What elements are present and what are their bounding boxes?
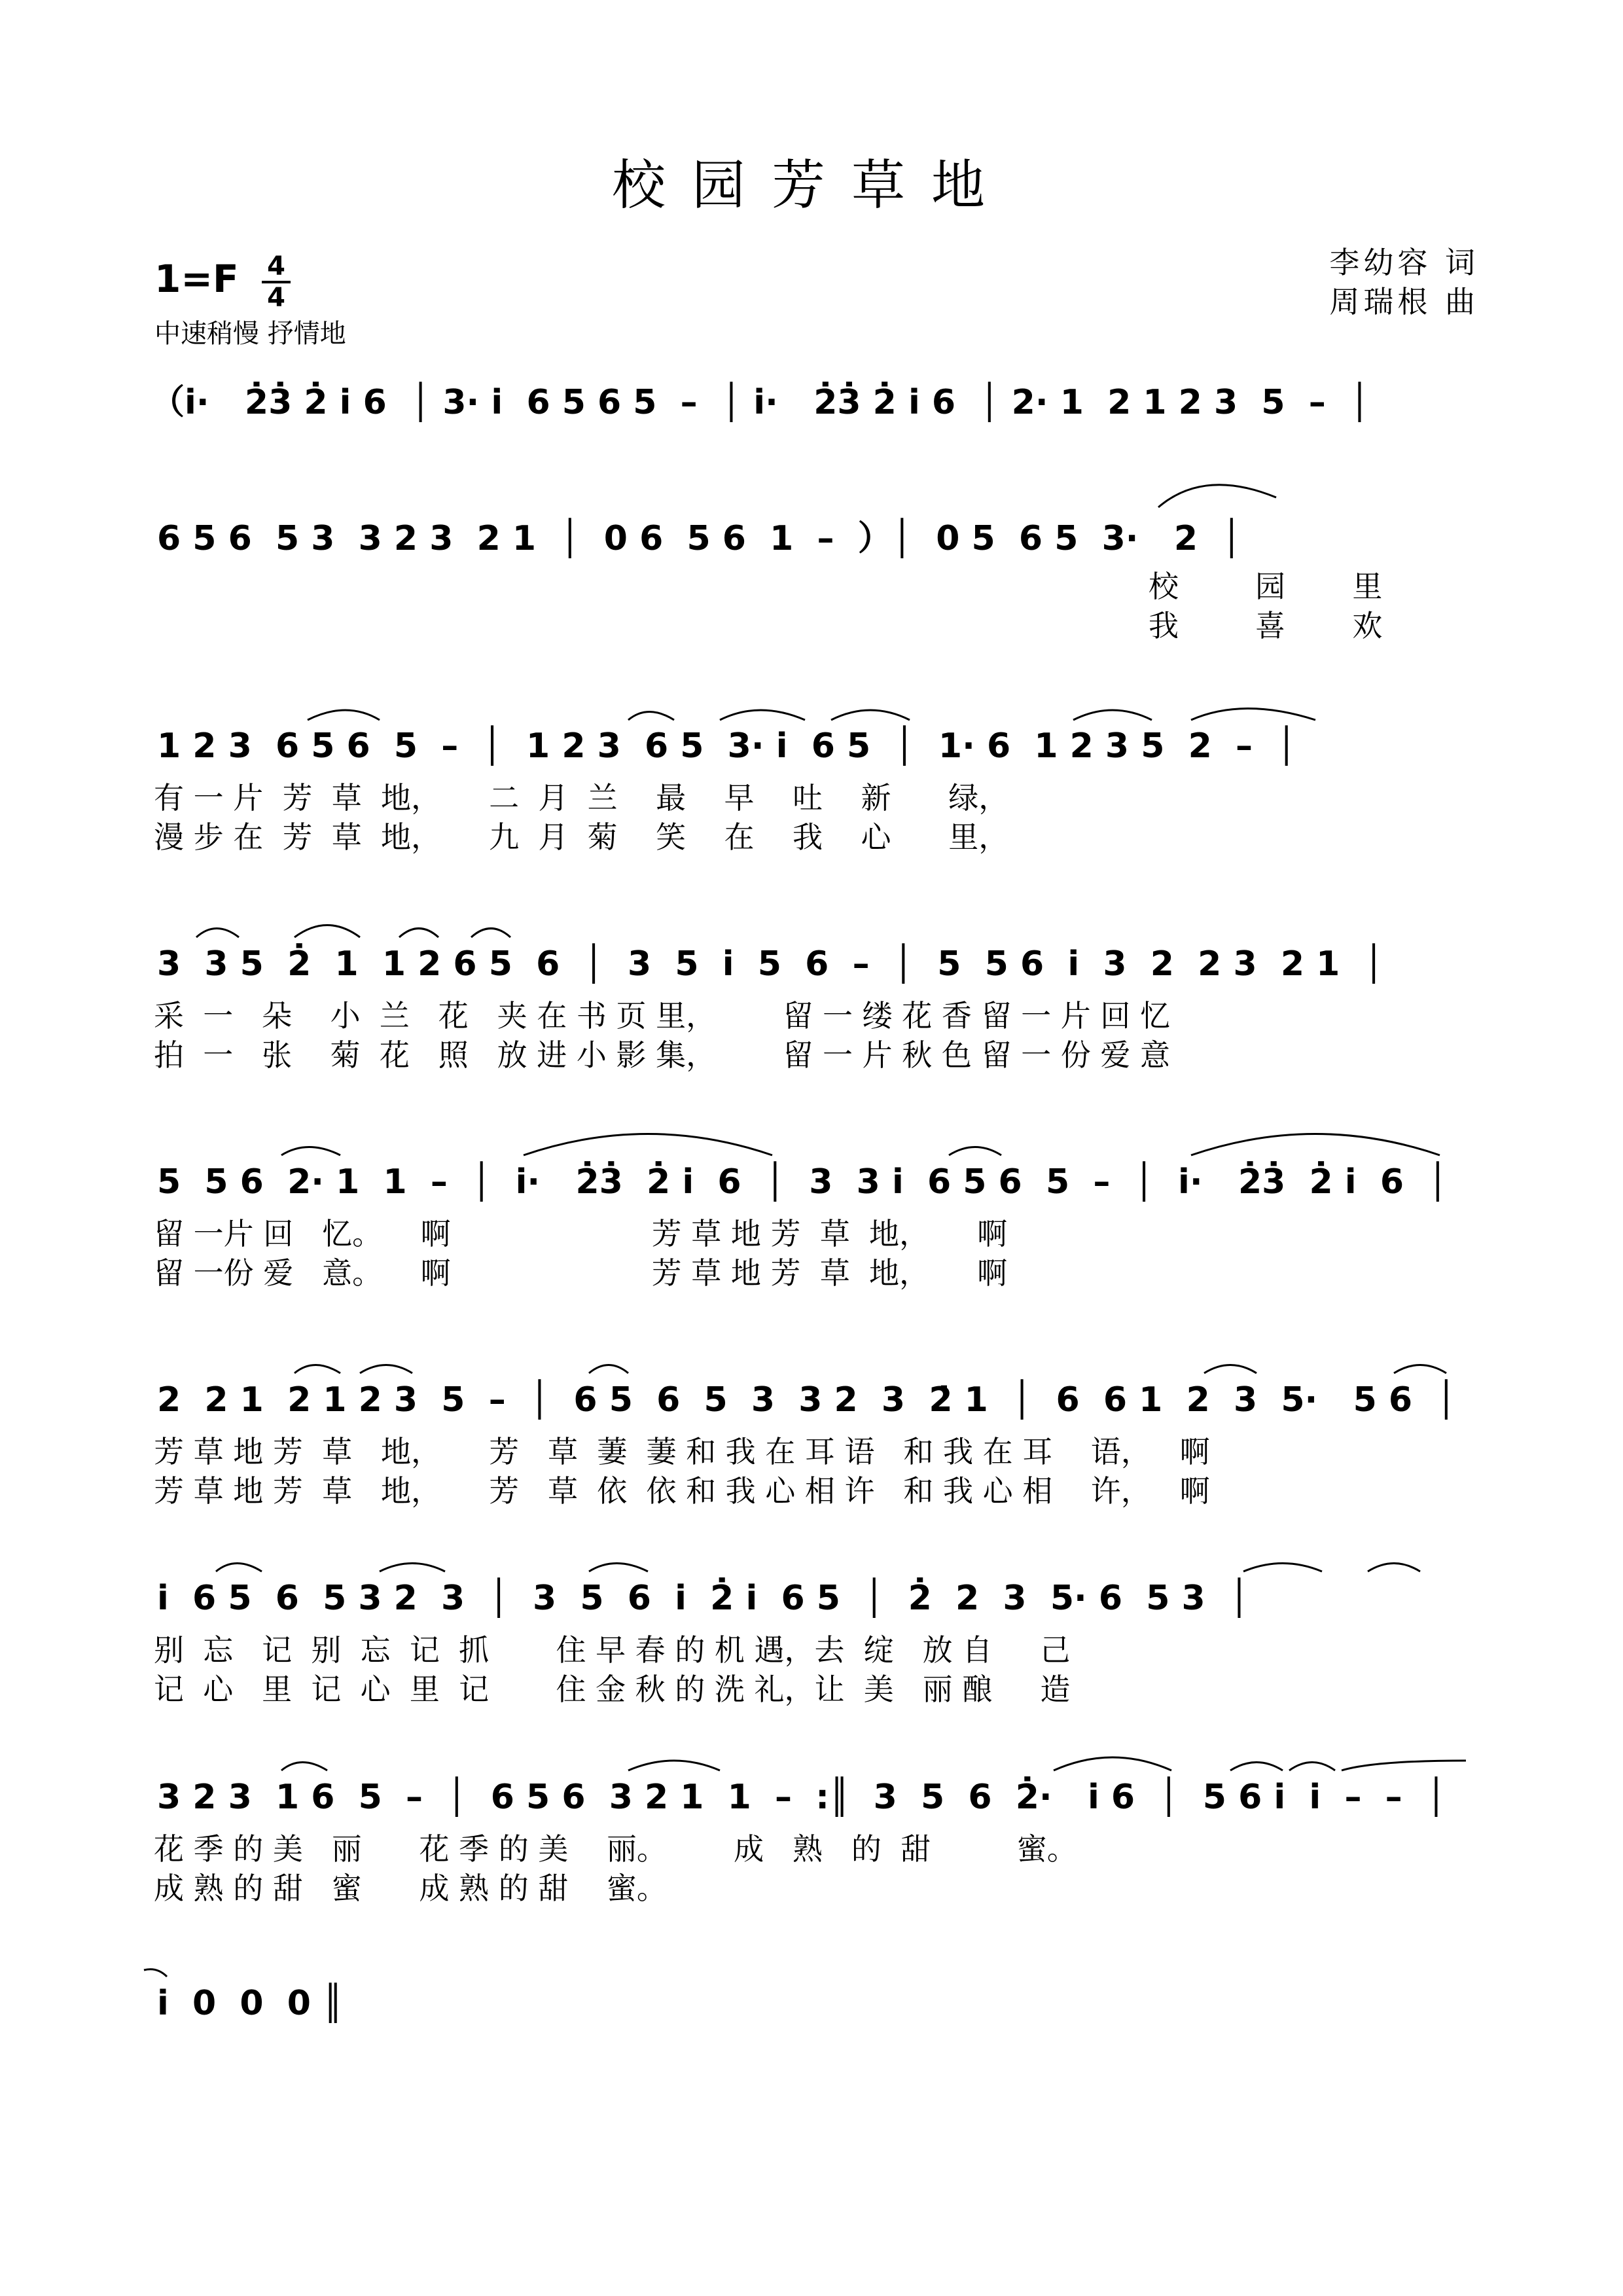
tie (1342, 1761, 1466, 1770)
composer-credit: 周瑞根 曲 (1329, 284, 1479, 319)
slur (949, 1147, 1001, 1156)
meter-top: 4 (262, 252, 291, 283)
slur (1191, 1134, 1440, 1156)
slur (1054, 1757, 1171, 1770)
slur (471, 929, 510, 938)
system-7 (154, 1564, 1420, 1708)
lyrics-verse-2: 记 心 里 记 心 里 记 住 金 秋 的 洗 礼，让 美 丽 酿 造 (154, 1672, 1071, 1707)
slur (308, 710, 380, 720)
slur (1289, 1763, 1335, 1771)
lyrics-verse-2: 芳 草 地 芳 草 地， 芳 草 依 依 和 我 心 相 许 和 我 心 相 许， 啊 (154, 1473, 1210, 1509)
lyrics-verse-1: 校 园 里 (1149, 569, 1383, 604)
meter-bottom: 4 (267, 283, 285, 313)
slur (1204, 1365, 1257, 1374)
slur (281, 1763, 327, 1771)
system-notes: 1 2 3 6 5 6 5 – │ 1 2 3 6 5 3· i 6 5 │ 1· 6 1 2 3 5 2 – │ (157, 726, 1297, 766)
lyrics-verse-2: 漫 步 在 芳 草 地， 九 月 菊 笑 在 我 心 里， (154, 819, 1009, 855)
slur (524, 1134, 772, 1156)
tempo-marking: 中速稍慢 抒情地 (154, 319, 346, 349)
lyrics-verse-1: 花 季 的 美 丽 花 季 的 美 丽。 成 熟 的 甜 蜜。 (154, 1831, 1077, 1867)
system-9 (144, 1969, 343, 2023)
slur (831, 710, 910, 720)
lyrics-verse-1: 留 一片 回 忆。 啊 芳 草 地 芳 草 地， 啊 (154, 1216, 1008, 1251)
system-1 (151, 382, 1370, 422)
slur (1243, 1564, 1322, 1572)
slur (1368, 1564, 1420, 1572)
slur (196, 929, 239, 938)
system-notes: i 6 5 6 5 3 2 3 │ 3 5 6 i 2̇ i 6 5 │ 2̇ 2 3 5· 6 5 3 │ (157, 1579, 1250, 1618)
slur (589, 1365, 628, 1374)
system-3 (154, 709, 1315, 855)
slur (360, 1365, 412, 1374)
system-notes: 5 5 6 2· 1 1 – │ i· 2̇3̇ 2̇ i 6 │ 3 3 i 6 5 6 5 – │ i· 2̇3̇ 2̇ i 6 │ (157, 1162, 1448, 1202)
key-signature: 1=F (154, 257, 239, 301)
slur (1394, 1365, 1446, 1374)
system-8 (154, 1757, 1466, 1906)
system-notes: 2 2 1 2 1 2 3 5 – │ 6 5 6 5 3 3 2 3 2̇ 1 │ 6 6 1 2 3 5· 5 6 │ (157, 1380, 1457, 1420)
system-5 (154, 1134, 1448, 1291)
slur (1230, 1763, 1283, 1771)
slur (294, 1365, 340, 1374)
slur (399, 929, 438, 938)
system-6 (154, 1365, 1457, 1509)
slur (1073, 710, 1152, 720)
system-notes: 3 3 5 2̇ 1 1 2 6 5 6 │ 3 5 i 5 6 – │ 5 5 6 i 3 2 2 3 2 1 │ (157, 944, 1384, 984)
tie (144, 1969, 167, 1977)
slur (216, 1564, 262, 1572)
lyrics-verse-1: 芳 草 地 芳 草 地， 芳 草 萋 萋 和 我 在 耳 语 和 我 在 耳 语， 啊 (154, 1434, 1210, 1469)
lyrics-verse-2: 留 一份 爱 意。 啊 芳 草 地 芳 草 地， 啊 (154, 1255, 1008, 1291)
slur (1191, 709, 1315, 721)
system-notes: 3 2 3 1 6 5 – │ 6 5 6 3 2 1 1 – :║ 3 5 6 2̇· i 6 │ 5 6 i i – – │ (157, 1778, 1447, 1817)
system-notes: i 0 0 0 ║ (157, 1984, 344, 2023)
slur (628, 712, 674, 721)
lyrics-verse-1: 有 一 片 芳 草 地， 二 月 兰 最 早 吐 新 绿， (154, 780, 1009, 816)
slur (1158, 485, 1276, 507)
lyrics-verse-2: 我 喜 欢 (1149, 608, 1383, 643)
slur (281, 1147, 340, 1156)
slur (720, 710, 805, 720)
lyrics-verse-1: 采 一 朵 小 兰 花 夹 在 书 页 里， 留 一 缕 花 香 留 一 片 回 忆 (154, 998, 1171, 1033)
slur (628, 1761, 720, 1770)
slur (294, 925, 360, 938)
lyrics-verse-2: 拍 一 张 菊 花 照 放 进 小 影 集， 留 一 片 秋 色 留 一 份 爱 意 (154, 1037, 1171, 1073)
lyrics-verse-1: 别 忘 记 别 忘 记 抓 住 早 春 的 机 遇，去 绽 放 自 己 (154, 1632, 1071, 1668)
system-notes: 6 5 6 5 3 3 2 3 2 1 │ 0 6 5 6 1 – ）│ 0 5 6 5 3· 2 │ (157, 519, 1242, 558)
system-2 (157, 485, 1382, 643)
lyrics-verse-2: 成 熟 的 甜 蜜 成 熟 的 甜 蜜。 (154, 1871, 667, 1906)
system-notes: （i· 2̇3̇ 2̇ i 6 │ 3· i 6 5 6 5 – │ i· 2̇3̇ 2̇ i 6 │ 2· 1 2 1 2 3 5 – │ (151, 383, 1370, 422)
slur (380, 1564, 445, 1572)
lyricist-credit: 李幼容 词 (1329, 245, 1479, 280)
page-title: 校园芳草地 (611, 154, 1011, 217)
system-4 (154, 925, 1384, 1073)
slur (589, 1564, 648, 1572)
